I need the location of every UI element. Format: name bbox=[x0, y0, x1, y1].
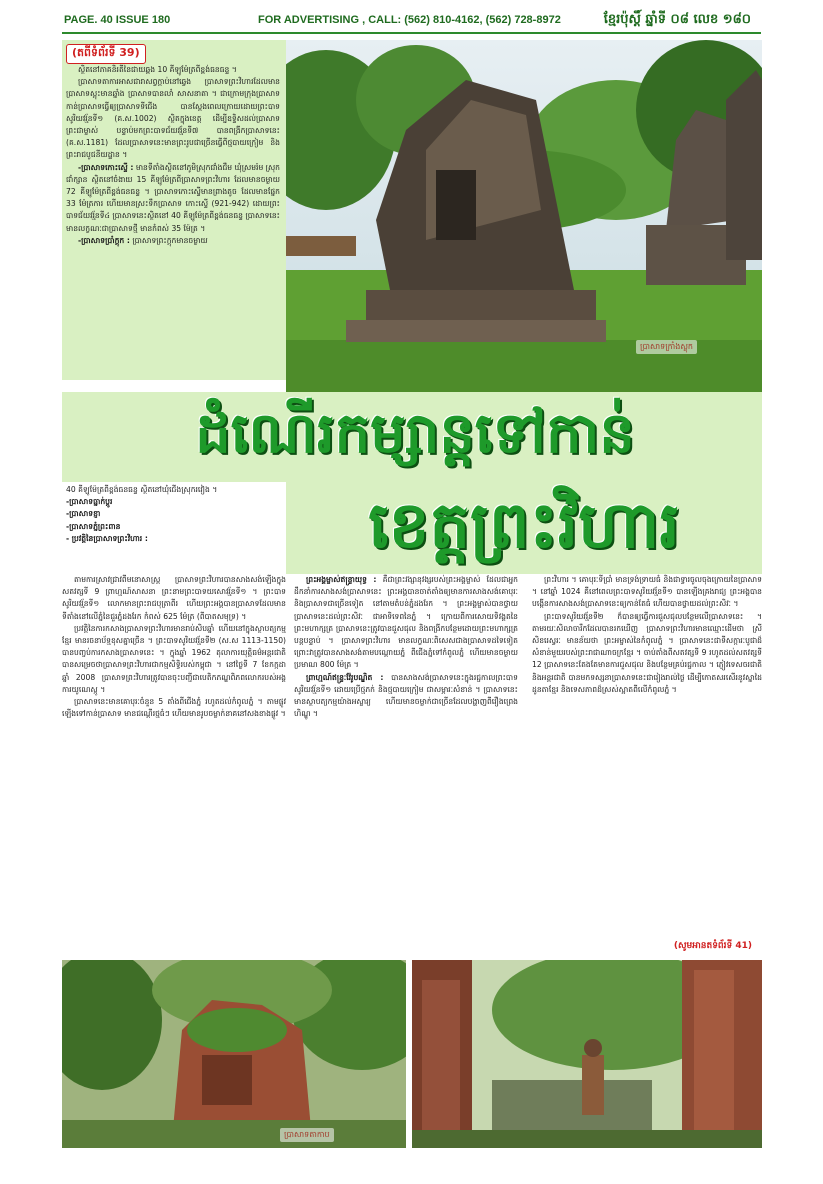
section-text: បានសាងសង់ប្រាសាទនេះក្នុងរជ្ជកាលព្រះបាទសូរិយវរ្ម័នទី១ ដោយប្រើថ្មភក់ និងថ្មបាយក្រៀម ជាសម្ភារៈសំខាន់ ។ ប្រាសាទនេះមានស្ថាបត្យកម្មយ៉ាងអស្ចារ្យ ហើយមានចម្លាក់ជាច្រើនដែលបង្ហាញពីរឿងព្រេងហិណ្ឌូ ។ bbox=[294, 672, 518, 719]
section-heading: -ប្រាសាទប្រាំក្ដុក : bbox=[78, 235, 130, 245]
paragraph: ប្រវត្តិនៃការកសាងប្រាសាទព្រះវិហារមានរាប់សិបឆ្នាំ ហើយនៅក្នុងស្ថាបត្យកម្មខ្មែរ មានរចនាប័ទ្មខុសគ្នាច្រើន ។ ព្រះបាទសូរិយវរ្ម័នទី២ (ស.ស 1113-1150) បានបញ្ចប់ការកសាងប្រាសាទនេះ ។ ក្នុងឆ្នាំ 1962 តុលាការយុត្តិធម៌អន្តរជាតិ បានសម្រេចថាប្រាសាទព្រះវិហារជាកម្មសិទ្ធិរបស់កម្ពុជា ។ នៅថ្ងៃទី 7 ខែកក្កដា ឆ្នាំ 2008 ប្រាសាទព្រះវិហារត្រូវបានចុះបញ្ជីជាបេតិកភណ្ឌពិភពលោករបស់អង្គការយូណេស្កូ ។ bbox=[62, 623, 286, 694]
advertising-line: FOR ADVERTISING , CALL: (562) 810-4162, (562) 728-8972 bbox=[258, 14, 561, 26]
left-top-text bbox=[66, 64, 280, 247]
paragraph: ព្រះវិហារ ។ គោបុរៈទីប្រាំ មានទ្រង់ទ្រាយធំ និងជាទ្វារចូលចុងក្រោយនៃប្រាសាទ ។ នៅឆ្នាំ 1024 គឺនៅពេលព្រះបាទសូរិយវរ្ម័នទី១ បានឡើងគ្រងរាជ្យ ព្រះអង្គបានបង្កើនការសាងសង់ប្រាសាទនេះឲ្យកាន់តែធំ ហើយបានថ្វាយដល់ព្រះសិវៈ ។ bbox=[532, 575, 762, 609]
paragraph: 40 គីឡូម៉ែត្រពីខ្ពង់ធនធន្ទ ស្ថិតនៅឃុំជើងស្រុករវៀង ។ bbox=[66, 485, 218, 494]
page-issue: PAGE. 40 ISSUE 180 bbox=[64, 14, 171, 26]
paragraph: ស្ថិតនៅភាគនិរតីនៃជាយឆ្ពង 10 គីឡូម៉ែត្រពីខ្ពង់ធនធន្ទ ។ bbox=[78, 65, 237, 74]
list-item: -ប្រាសាទធ្នាក់ប្ដូរ bbox=[66, 497, 113, 507]
section-heading: -ប្រាសាទកោះស្ទើ : bbox=[78, 162, 134, 172]
section-text: មានទីតាំងស្ថិតនៅភូមិស្រុកជាំងជឹម ឃុំស្រមរ៉ម ស្រុកជាំក្សាន ស្ថិតនៅចំងាយ 15 គីឡូម៉ែត្រពីប្រាសាទព្រះវិហារ ដែលមានចម្ងាយ 72 គីឡូម៉ែត្រពីខ្ពង់ធនធន្ទ ។ ប្រាសាទកោះស្ទើមានព្រាងតូច ដែលមានផ្នែក 33 ម៉ែត្រការ ហើយមានស្រះទឹកប្រាសាទ កោះស្ទើ (921-942) ដោយព្រះបាទជ័យវរ្ម័នទី៤ ប្រាសាទនេះស្ថិតនៅ 40 គីឡូម៉ែត្រពីខ្ពង់ធនធន្ទ ប្រាសាទនេះមានលក្ខណៈជាប្រាសាទថ្មី មានកំពស់ 35 ម៉ែត្រ ។ bbox=[66, 162, 280, 233]
paragraph: ប្រាសាទតាការអាសជារាសព្វក្ដាប់នៅឆ្វេង ប្រាសាទព្រះវិហារដែលមាន ប្រាសាទស្អុះមានឆ្នាំង ប្រាសាទបានលាំ សាសនាតា ។ ជាក្រោមក្រុងប្រាសាទ កាន់ប្រាសាទធ្វើឲ្យប្រាសាទទីជើង បានស្តែងពេលក្រោយដោយព្រះបាទសូរិយវរ្ម័នទី១ (គ.ស.1002) ស្ថិតក្នុងខេត្ត ដើម្បីឧទ្ទិសដល់ប្រាសាទព្រះជាម្ចាស់ បន្ទាប់មកព្រះបាទជ័យវរ្ម័នទី៧ បានពង្រីកប្រាសាទនេះ (គ.ស.1181) ដែលប្រាសាទនេះមានព្រះរូបជាច្រើនធ្វើពីថ្មបាយក្រៀម និងព្រះរាជបូជនីយដ្ឋាន ។ bbox=[66, 77, 280, 160]
article-column-1 bbox=[62, 574, 286, 720]
section-text: គឺជាព្រះវង្សានុវង្សរបស់ព្រះអង្គម្ចាស់ ដែលជាអ្នកដឹកនាំការសាងសង់ប្រាសាទនេះ ព្រះអង្គបានចាត់តាំងឲ្យមានការសាងសង់គោបុរៈ និងប្រាសាទជាច្រើនទៀត នៅតាមតំបន់ភ្នំដងរែក ។ ព្រះអង្គម្ចាស់បានថ្វាយប្រាសាទនេះដល់ព្រះសិវៈ ជាអាទិទេពនៃភ្នំ ។ ក្រោយពីការសោយទិវង្គតនៃព្រះមហាក្សត្រ ប្រាសាទនេះត្រូវបានជួសជុល និងពង្រីកបន្ថែមដោយព្រះមហាក្សត្របន្តបន្ទាប់ ។ ប្រាសាទព្រះវិហារ មានលក្ខណៈពិសេសជាងប្រាសាទដទៃទៀត ព្រោះវាត្រូវបានសាងសង់តាមបណ្ដោយភ្នំ ពីជើងភ្នំទៅកំពូលភ្នំ ហើយមានចម្ងាយប្រមាណ 800 ម៉ែត្រ ។ bbox=[294, 575, 518, 670]
list-item: -ប្រាសាទភ្នំព្រះពាន bbox=[66, 521, 121, 531]
list-item: - ប្រវត្តិនៃប្រាសាទព្រះវិហារ : bbox=[66, 533, 148, 543]
photo-caption: ប្រាសាទតាកាប bbox=[280, 1128, 334, 1142]
list-item: -ប្រាសាទខ្ញា bbox=[66, 509, 101, 519]
brick-tower-illustration bbox=[62, 960, 406, 1148]
paragraph: ប្រាសាទនេះមានគោបុរៈចំនួន 5 តាំងពីជើងភ្នំ រហូតដល់កំពូលភ្នំ ។ តាមផ្លូវឡើងទៅកាន់ប្រាសាទ មានជណ្ដើរថ្មធំៗ ហើយមានរូបចម្លាក់នាគនៅសងខាងផ្លូវ ។ bbox=[62, 697, 286, 719]
section-text: ប្រាសាទព្រះក្ដុកមានចម្ងាយ bbox=[132, 235, 208, 245]
left-top-column bbox=[62, 40, 286, 380]
continued-badge: (តពីទំព័រទី 39) bbox=[66, 44, 146, 64]
temple-photo-bottom-right bbox=[412, 960, 762, 1148]
article-column-2 bbox=[294, 574, 518, 720]
section-heading: ព្រះអង្គម្ចាស់ឥន្ទ្រាយុទ្ធ : bbox=[306, 575, 377, 584]
continued-on-page: (សូមអានតទំព័រទី 41) bbox=[673, 941, 752, 951]
article-body bbox=[62, 574, 762, 956]
left-mid-text bbox=[66, 484, 280, 545]
section bbox=[66, 235, 280, 247]
headline-line-2: ខេត្តព្រះវិហារ bbox=[368, 489, 680, 563]
left-mid-column bbox=[62, 482, 286, 572]
article-column-3 bbox=[532, 574, 762, 696]
ruins-with-visitor-illustration bbox=[412, 960, 762, 1148]
section bbox=[294, 672, 518, 721]
section bbox=[294, 574, 518, 672]
temple-photo-bottom-left bbox=[62, 960, 406, 1148]
page-header bbox=[0, 0, 823, 36]
masthead: ខ្មែរប៉ុស្តិ៍ ឆ្នាំទី ០៨ លេខ ១៨០ bbox=[603, 12, 751, 27]
section-heading: ព្រាហ្មណ៍ឥន្ទ្រៈវ៉ែរូបណ្ឌិត : bbox=[306, 672, 384, 682]
photo-caption: ប្រាសាទក្រាំងស្លុក bbox=[636, 340, 697, 354]
paragraph: ព្រះបាទសូរិយវរ្ម័នទី២ ក៏បានឲ្យធ្វើការជួសជុលបន្ថែមលើប្រាសាទនេះ ។ តាមរយៈសិលាចារឹកដែលបានរកឃើញ ប្រាសាទព្រះវិហារមានឈ្មោះដើមថា ស្រីសិខរេស្វរៈ មានន័យថា ព្រះអម្ចាស់នៃកំពូលភ្នំ ។ ប្រាសាទនេះជាទីសក្ការៈបូជាដ៏សំខាន់មួយរបស់ព្រះរាជាណាចក្រខ្មែរ ។ ចាប់តាំងពីសតវត្សទី 9 រហូតដល់សតវត្សទី 12 ប្រាសាទនេះតែងតែមានការជួសជុល និងបន្ថែមគ្រប់រជ្ជកាល ។ ភ្ញៀវទេសចរជាតិ និងអន្តរជាតិ បានមកទស្សនាប្រាសាទនេះជារៀងរាល់ថ្ងៃ ដើម្បីកោតសរសើរនូវស្នាដៃដូនតាខ្មែរ និងទេសភាពដ៏ស្រស់ស្អាតពីលើកំពូលភ្នំ ។ bbox=[532, 611, 762, 694]
section bbox=[66, 162, 280, 235]
paragraph: តាមការស្រាវជ្រាវពីមនោសាស្ត្រ ប្រាសាទព្រះវិហារបានសាងសង់ឡើងក្នុងសតវត្សទី 9 ព្រាហ្មណ៍សាសនា ព្រះនាមព្រះបាទយសោវរ្ម័នទី១ ។ ព្រះបាទសូរិយវរ្ម័នទី១ លោកមានព្រះរាជបុត្រាពីរ ហើយព្រះអង្គបានប្រាសាទដែលមានទីតាំងនៅលើភ្នំនៃជួរភ្នំដងរែក កំពស់ 625 ម៉ែត្រ (ពីបាតសមុទ្រ) ។ bbox=[62, 575, 286, 621]
headline-line-1: ដំណើរកម្សាន្តទៅកាន់ bbox=[195, 401, 635, 466]
temple-photo-top bbox=[286, 40, 762, 392]
header-rule bbox=[62, 32, 761, 34]
